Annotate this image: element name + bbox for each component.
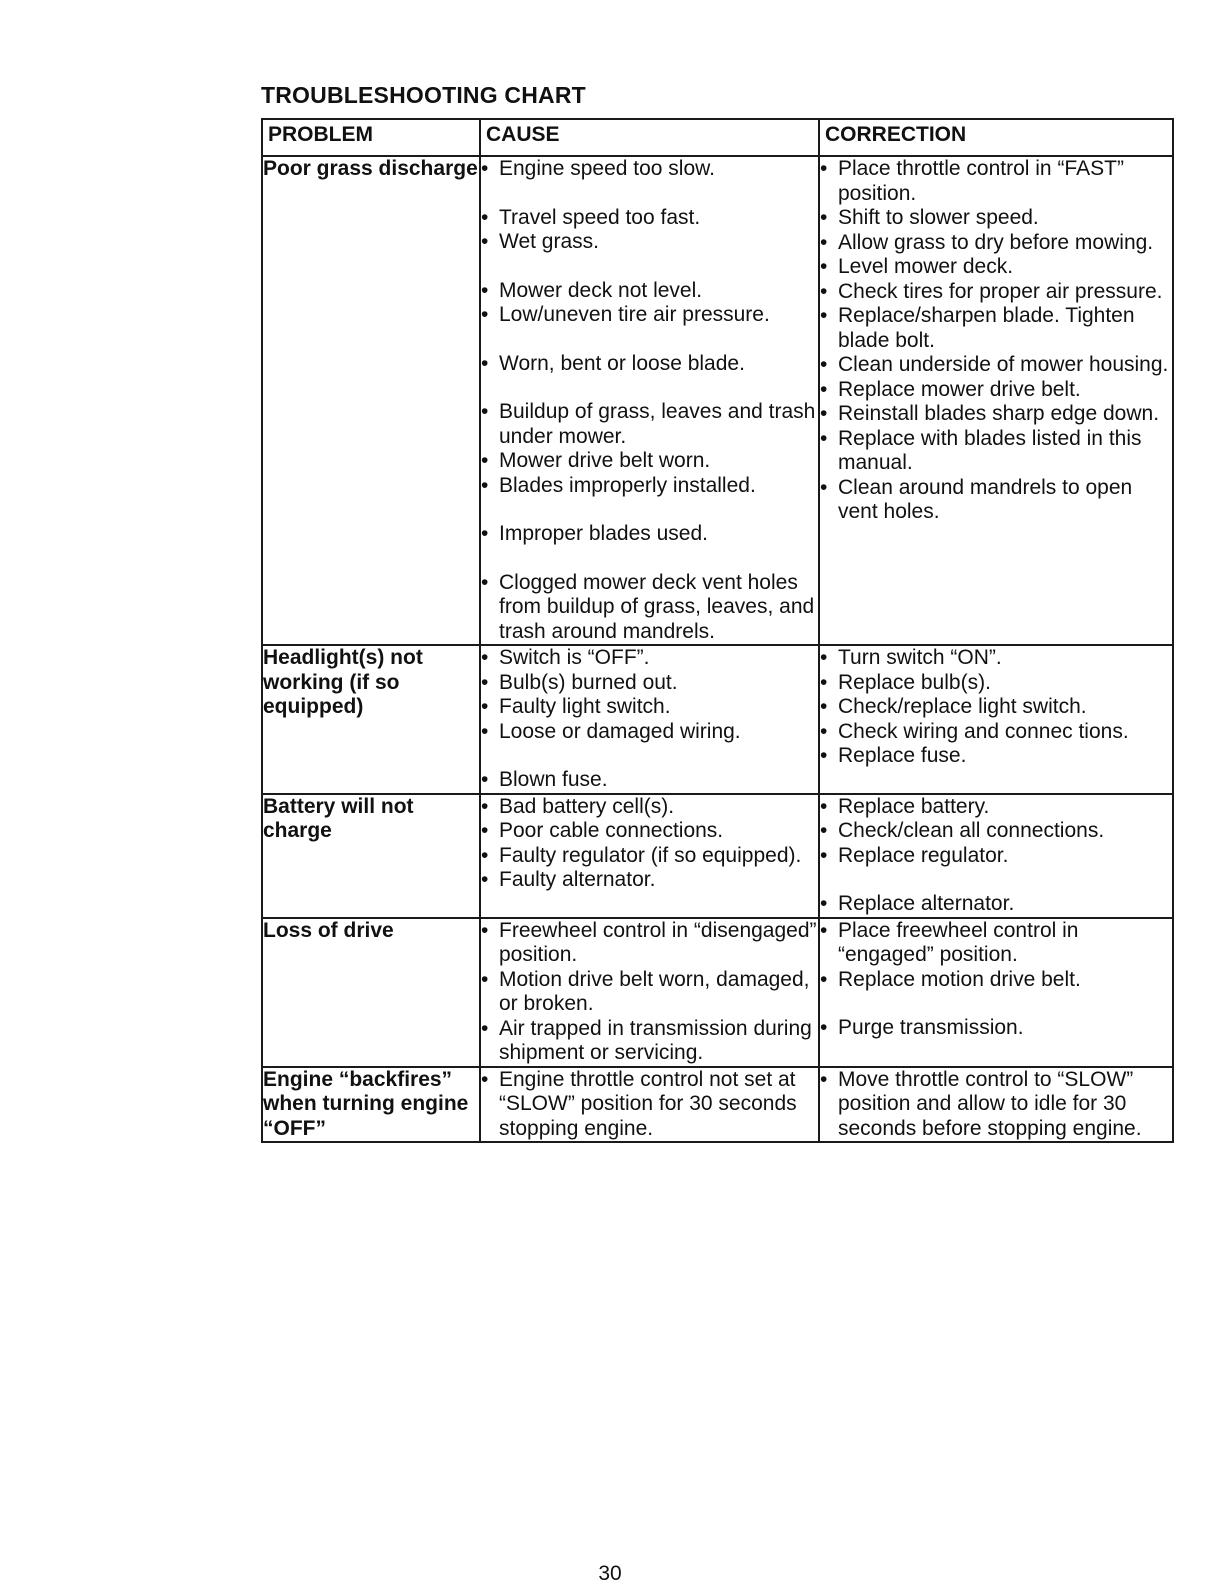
- cause-cell: [480, 794, 819, 918]
- problem-cell: Loss of drive: [262, 918, 480, 1067]
- correction-item: • Replace motion drive belt.: [820, 968, 1172, 993]
- correction-item: • Turn switch “ON”.: [820, 646, 1172, 671]
- cause-item: • Clogged mower deck vent holes from buildup of grass, leaves, and trash around mandrels.: [481, 571, 818, 645]
- cause-item: • Freewheel control in “disengaged” position.: [481, 919, 818, 968]
- correction-item: • Clean underside of mower housing.: [820, 353, 1172, 378]
- cause-item: • Wet grass.: [481, 230, 818, 255]
- correction-item: • Replace fuse.: [820, 744, 1172, 769]
- cause-item: • Low/uneven tire air pressure.: [481, 303, 818, 328]
- cause-cell: [480, 918, 819, 1067]
- cause-item: • Worn, bent or loose blade.: [481, 352, 818, 377]
- header-correction: CORRECTION: [819, 119, 1173, 156]
- cause-item: • Bad battery cell(s).: [481, 795, 818, 820]
- correction-item: • Replace alternator.: [820, 892, 1172, 917]
- correction-item: • Level mower deck.: [820, 255, 1172, 280]
- table-row: [262, 645, 1173, 794]
- cause-item: • Bulb(s) burned out.: [481, 671, 818, 696]
- correction-cell: [819, 918, 1173, 1067]
- cause-cell: [480, 1067, 819, 1143]
- correction-item: • Purge transmission.: [820, 1016, 1172, 1041]
- correction-item: • Place freewheel control in “engaged” position.: [820, 919, 1172, 968]
- table-row: [262, 1067, 1173, 1143]
- correction-item: • Replace battery.: [820, 795, 1172, 820]
- cause-item: • Buildup of grass, leaves and trash under mower.: [481, 400, 818, 449]
- cause-item: • Faulty light switch.: [481, 695, 818, 720]
- cause-item: • Faulty alternator.: [481, 868, 818, 893]
- correction-item: • Place throttle control in “FAST” position.: [820, 157, 1172, 206]
- cause-item: • Loose or damaged wiring.: [481, 720, 818, 745]
- problem-cell: Engine “backfires” when turning engine “OFF”: [262, 1067, 480, 1143]
- cause-item: • Blown fuse.: [481, 768, 818, 793]
- table-row: [262, 794, 1173, 918]
- header-problem: PROBLEM: [262, 119, 480, 156]
- correction-cell: [819, 156, 1173, 645]
- correction-cell: [819, 1067, 1173, 1143]
- header-row: [262, 119, 1173, 156]
- cause-item: • Motion drive belt worn, damaged, or broken.: [481, 968, 818, 1017]
- cause-item: • Switch is “OFF”.: [481, 646, 818, 671]
- correction-item: • Replace regulator.: [820, 844, 1172, 869]
- correction-item: • Replace/sharpen blade. Tighten blade bolt.: [820, 304, 1172, 353]
- correction-item: • Check tires for proper air pressure.: [820, 280, 1172, 305]
- cause-item: • Improper blades used.: [481, 522, 818, 547]
- correction-item: • Check/clean all connections.: [820, 819, 1172, 844]
- problem-cell: Headlight(s) not working (if so equipped): [262, 645, 480, 794]
- cause-cell: [480, 645, 819, 794]
- correction-item: • Shift to slower speed.: [820, 206, 1172, 231]
- cause-item: • Faulty regulator (if so equipped).: [481, 844, 818, 869]
- correction-item: • Replace bulb(s).: [820, 671, 1172, 696]
- correction-item: • Replace with blades listed in this manual.: [820, 427, 1172, 476]
- cause-item: • Air trapped in transmission during shipment or servicing.: [481, 1017, 818, 1066]
- cause-item: • Mower deck not level.: [481, 279, 818, 304]
- cause-cell: [480, 156, 819, 645]
- cause-item: • Mower drive belt worn.: [481, 449, 818, 474]
- correction-cell: [819, 794, 1173, 918]
- problem-cell: Battery will not charge: [262, 794, 480, 918]
- cause-item: • Poor cable connections.: [481, 819, 818, 844]
- page-number: 30: [598, 1562, 622, 1585]
- troubleshooting-table: [261, 118, 1174, 1143]
- correction-item: • Check/replace light switch.: [820, 695, 1172, 720]
- cause-item: • Engine speed too slow.: [481, 157, 818, 182]
- correction-item: • Allow grass to dry before mowing.: [820, 231, 1172, 256]
- problem-cell: Poor grass discharge: [262, 156, 480, 645]
- table-row: [262, 918, 1173, 1067]
- correction-item: • Move throttle control to “SLOW” position and allow to idle for 30 seconds before stopping engine.: [820, 1068, 1172, 1142]
- table-row: [262, 156, 1173, 645]
- correction-cell: [819, 645, 1173, 794]
- correction-item: • Replace mower drive belt.: [820, 378, 1172, 403]
- correction-item: • Reinstall blades sharp edge down.: [820, 402, 1172, 427]
- cause-item: • Engine throttle control not set at “SLOW” position for 30 seconds stopping engine.: [481, 1068, 818, 1142]
- chart-title: TROUBLESHOOTING CHART: [261, 82, 586, 108]
- header-cause: CAUSE: [480, 119, 819, 156]
- cause-item: • Blades improperly installed.: [481, 474, 818, 499]
- correction-item: • Clean around mandrels to open vent holes.: [820, 476, 1172, 525]
- cause-item: • Travel speed too fast.: [481, 206, 818, 231]
- correction-item: • Check wiring and connec tions.: [820, 720, 1172, 745]
